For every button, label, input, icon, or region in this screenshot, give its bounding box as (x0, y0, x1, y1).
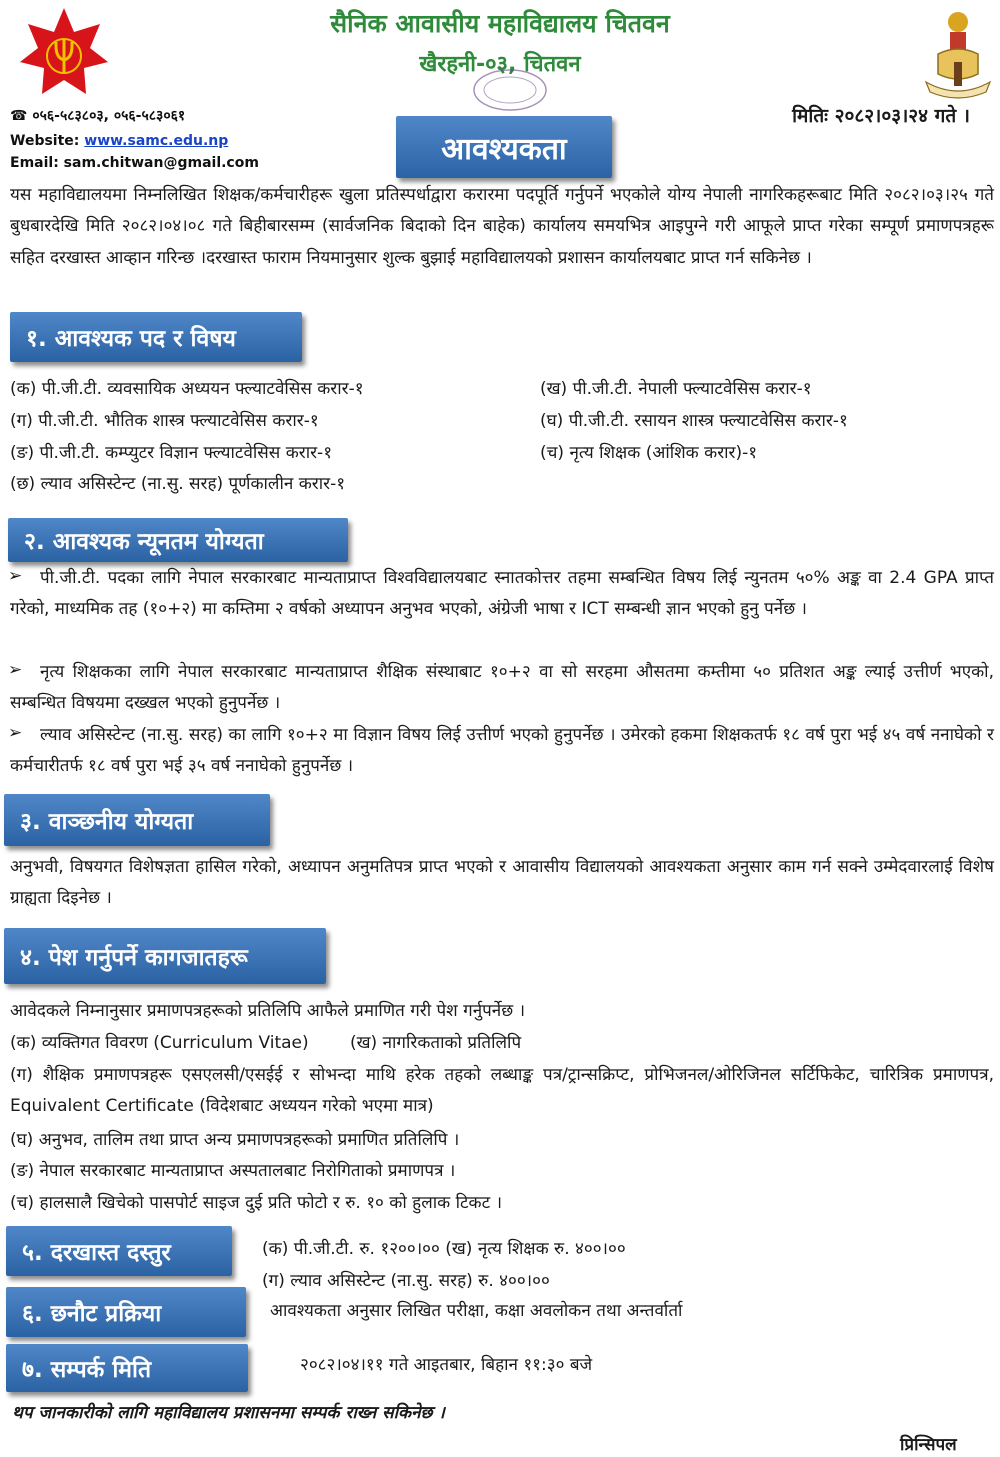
footer-note: थप जानकारीको लागि महाविद्यालय प्रशासनमा सम्पर्क राख्न सकिनेछ । (12, 1403, 445, 1423)
phone-numbers: ☎ ०५६-५८३८०३, ०५६-५८३०६१ (10, 108, 186, 124)
document-item: (ङ) नेपाल सरकारबाट मान्यताप्राप्त अस्पतालबाट निरोगिताको प्रमाणपत्र । (10, 1161, 456, 1181)
college-name: सैनिक आवासीय महाविद्यालय चितवन (330, 9, 670, 38)
section-4-heading: ४. पेश गर्नुपर्ने कागजातहरू (4, 928, 326, 984)
section-1-heading: १. आवश्यक पद र विषय (10, 312, 302, 362)
intro-paragraph: यस महाविद्यालयमा निम्नलिखित शिक्षक/कर्मचारीहरू खुला प्रतिस्पर्धाद्वारा करारमा पदपूर्ति गर्नुपर्ने भएकोले योग्य नेपाली नागरिकहरूबाट मिति २०८२।०३।२५ गते बुधबारदेखि मिति २०८२।०४।०८ गते बिहीबारसम्म (सार्वजनिक बिदाको दिन बाहेक) कार्यालय समयभित्र आइपुग्ने गरी आफूले प्राप्त गरेका सम्पूर्ण प्रमाणपत्रहरू सहित दरखास्त आव्हान गरिन्छ ।दरखास्त फाराम नियमानुसार शुल्क बुझाई महाविद्यालयको प्रशासन कार्यालयबाट प्राप्त गर्न सकिनेछ । (10, 185, 994, 268)
website-line (10, 133, 228, 149)
college-address: खैरहनी-०३, चितवन (419, 52, 581, 77)
section-3-heading: ३. वाञ्छनीय योग्यता (4, 794, 270, 846)
principal-signature: प्रिन्सिपल (900, 1435, 957, 1455)
post-item: (क) पी.जी.टी. व्यवसायिक अध्ययन फ्ल्याटवेसिस करार-१ (10, 379, 364, 399)
bullet-arrow-icon: ➢ (8, 723, 23, 743)
fee-line: (ग) ल्याव असिस्टेन्ट (ना.सु. सरह) रु. ४००।०० (262, 1271, 550, 1291)
email-line: Email: sam.chitwan@gmail.com (10, 155, 259, 171)
document-item: (घ) अनुभव, तालिम तथा प्राप्त अन्य प्रमाणपत्रहरूको प्रमाणित प्रतिलिपि । (10, 1130, 460, 1150)
college-crest-icon (918, 4, 998, 104)
post-item: (छ) ल्याव असिस्टेन्ट (ना.सु. सरह) पूर्णकालीन करार-१ (10, 474, 346, 494)
post-item: (च) नृत्य शिक्षक (आंशिक करार)-१ (540, 443, 758, 463)
bullet-arrow-icon: ➢ (8, 566, 23, 586)
post-item: (ग) पी.जी.टी. भौतिक शास्त्र फ्ल्याटवेसिस करार-१ (10, 411, 319, 431)
section-6-heading: ६. छनौट प्रक्रिया (6, 1287, 246, 1337)
desirable-qualification-text: अनुभवी, विषयगत विशेषज्ञता हासिल गरेको, अध्यापन अनुमतिपत्र प्राप्त भएको र आवासीय विद्यालयको आवश्यकता अनुसार काम गर्न सक्ने उम्मेदवारलाई विशेष ग्राह्यता दिइनेछ । (10, 857, 994, 909)
post-item: (ङ) पी.जी.टी. कम्प्युटर विज्ञान फ्ल्याटवेसिस करार-१ (10, 443, 333, 463)
document-item: (च) हालसालै खिचेको पासपोर्ट साइज दुई प्रति फोटो र रु. १० को हुलाक टिकट । (10, 1193, 503, 1213)
section-7-heading: ७. सम्पर्क मिति (6, 1344, 248, 1392)
website-link[interactable]: www.samc.edu.np (84, 133, 229, 149)
notice-title: आवश्यकता (396, 116, 612, 178)
fee-line: (क) पी.जी.टी. रु. १२००।०० (ख) नृत्य शिक्षक रु. ४००।०० (262, 1239, 626, 1259)
section-2-heading: २. आवश्यक न्यूनतम योग्यता (8, 518, 348, 562)
qualification-item: पी.जी.टी. पदका लागि नेपाल सरकारबाट मान्यताप्राप्त विश्वविद्यालयबाट स्नातकोत्तर तहमा सम्बन्धित विषय लिई न्युनतम ५०% अङ्क वा 2.4 GPA प्राप्त गरेको, माध्यमिक तह (१०+२) मा कम्तिमा २ वर्षको अध्यापन अनुभव भएको, अंग्रेजी भाषा र ICT सम्बन्धी ज्ञान भएको हुनु पर्नेछ । (10, 568, 994, 620)
post-item: (घ) पी.जी.टी. रसायन शास्त्र फ्ल्याटवेसिस करार-१ (540, 411, 848, 431)
contact-date-text: २०८२।०४।११ गते आइतबार, बिहान ११:३० बजे (300, 1355, 593, 1375)
notice-date: मितिः २०८२।०३।२४ गते । (792, 105, 970, 127)
section-5-heading: ५. दरखास्त दस्तुर (6, 1226, 232, 1276)
bullet-arrow-icon: ➢ (8, 660, 23, 680)
selection-process-text: आवश्यकता अनुसार लिखित परीक्षा, कक्षा अवलोकन तथा अन्तर्वार्ता (270, 1301, 683, 1321)
document-item: (ग) शैक्षिक प्रमाणपत्रहरू एसएलसी/एसईई र सोभन्दा माथि हरेक तहको लब्धाङ्क पत्र/ट्रान्सक्रिप्ट, प्रोभिजनल/ओरिजिनल सर्टिफिकेट, चारित्रिक प्रमाणपत्र, Equivalent Certificate (विदेशबाट अध्ययन गरेको भएमा मात्र) (10, 1065, 994, 1117)
nepal-army-emblem-icon (18, 6, 110, 106)
college-seal-stamp (470, 68, 550, 114)
qualification-item: नृत्य शिक्षकका लागि नेपाल सरकारबाट मान्यताप्राप्त शैक्षिक संस्थाबाट १०+२ वा सो सरहमा औसतमा कम्तीमा ५० प्रतिशत अङ्क ल्याई उत्तीर्ण भएको, सम्बन्धित विषयमा दख्खल भएको हुनुपर्नेछ । (10, 662, 994, 714)
post-item: (ख) पी.जी.टी. नेपाली फ्ल्याटवेसिस करार-१ (540, 379, 812, 399)
document-item: (ख) नागरिकताको प्रतिलिपि (350, 1033, 522, 1053)
website-label: Website: (10, 133, 85, 149)
qualification-item: ल्याव असिस्टेन्ट (ना.सु. सरह) का लागि १०+२ मा विज्ञान विषय लिई उत्तीर्ण भएको हुनुपर्नेछ । उमेरको हकमा शिक्षकतर्फ १८ वर्ष पुरा भई ४५ वर्ष ननाघेको र कर्मचारीतर्फ १८ वर्ष पुरा भई ३५ वर्ष ननाघेको हुनुपर्नेछ । (10, 725, 994, 777)
document-item: (क) व्यक्तिगत विवरण (Curriculum Vitae) (10, 1033, 309, 1053)
documents-intro: आवेदकले निम्नानुसार प्रमाणपत्रहरूको प्रतिलिपि आफैले प्रमाणित गरी पेश गर्नुपर्नेछ । (10, 1001, 526, 1021)
